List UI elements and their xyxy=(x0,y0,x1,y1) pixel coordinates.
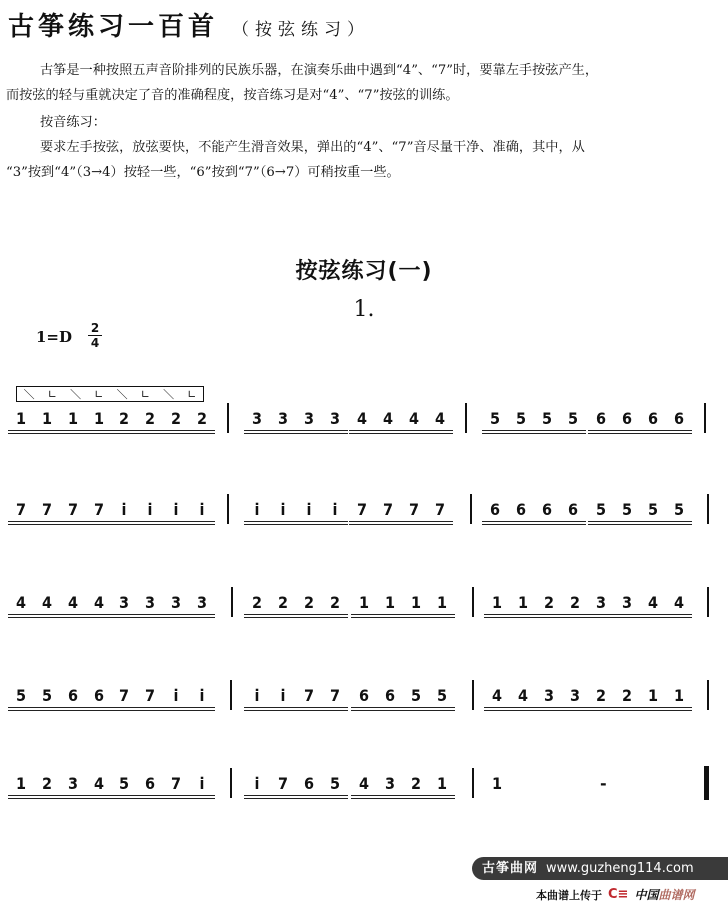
instructions-line-2: “3”按到“4”（3→4）按轻一些，“6”按到“7”（6→7）可稍按重一些。 xyxy=(6,165,400,180)
stroke-out-icon: ＼ xyxy=(23,388,35,401)
site-url[interactable]: www.guzheng114.com xyxy=(546,861,694,876)
barline xyxy=(472,768,474,798)
beat-group xyxy=(111,686,215,705)
note: 3 xyxy=(621,593,632,612)
note: 1 xyxy=(517,593,528,612)
note: 7 xyxy=(434,500,445,519)
underline xyxy=(111,614,215,618)
time-signature xyxy=(88,322,102,349)
subtitle: （按弦练习） xyxy=(232,20,371,40)
note: i̇ xyxy=(199,686,205,705)
underline xyxy=(8,430,112,434)
note: 2 xyxy=(303,593,314,612)
note: i̇ xyxy=(121,500,127,519)
instructions-heading: 按音练习： xyxy=(40,115,106,130)
barline xyxy=(472,587,474,617)
note: 7 xyxy=(303,686,314,705)
page-title xyxy=(8,6,370,43)
note: 4 xyxy=(15,593,26,612)
intro-line-2: 而按弦的轻与重就决定了音的准确程度，按音练习是对“4”、“7”按弦的训练。 xyxy=(6,88,459,103)
score-line-2 xyxy=(0,500,728,540)
note: 4 xyxy=(356,409,367,428)
stroke-out-icon: ＼ xyxy=(70,388,82,401)
time-sig-top: 2 xyxy=(90,321,100,335)
exercise-number: 1. xyxy=(353,297,375,322)
score-line-1 xyxy=(0,409,728,449)
note: 2 xyxy=(329,593,340,612)
note: 4 xyxy=(647,593,658,612)
note: 2 xyxy=(410,774,421,793)
note: 6 xyxy=(93,686,104,705)
note: 1 xyxy=(93,409,104,428)
underline xyxy=(484,707,588,711)
note: 3 xyxy=(196,593,207,612)
final-barline xyxy=(704,766,709,800)
instructions-line-1: 要求左手按弦，放弦要快，不能产生滑音效果，弹出的“4”、“7”音尽量干净、准确，其中，从 xyxy=(40,140,585,155)
instructions-paragraph xyxy=(0,110,728,185)
note: 6 xyxy=(541,500,552,519)
note: 5 xyxy=(673,500,684,519)
beat-group xyxy=(351,686,455,705)
beat-group xyxy=(244,686,348,705)
underline xyxy=(588,707,692,711)
underline xyxy=(8,614,112,618)
intro-paragraph xyxy=(0,58,728,108)
note: 1 xyxy=(647,686,658,705)
beat-group xyxy=(111,774,215,793)
note: i̇ xyxy=(173,500,179,519)
note: 2 xyxy=(277,593,288,612)
barline xyxy=(704,403,706,433)
note: i̇ xyxy=(280,686,286,705)
note: 1 xyxy=(436,593,447,612)
beat-group xyxy=(588,500,692,519)
note: 1 xyxy=(15,409,26,428)
barline xyxy=(230,768,232,798)
note: 5 xyxy=(621,500,632,519)
note: 5 xyxy=(15,686,26,705)
note: i̇ xyxy=(332,500,338,519)
beat-group xyxy=(244,409,348,428)
beat-group xyxy=(588,409,692,428)
barline xyxy=(707,494,709,524)
underline xyxy=(111,430,215,434)
note: 1 xyxy=(491,774,502,793)
note: 4 xyxy=(673,593,684,612)
upload-text: 本曲谱上传于 xyxy=(536,888,602,902)
underline xyxy=(351,795,455,799)
note: i̇ xyxy=(306,500,312,519)
note: 7 xyxy=(67,500,78,519)
beat-group xyxy=(8,774,112,793)
note: 2 xyxy=(144,409,155,428)
note: 4 xyxy=(517,686,528,705)
note: 2 xyxy=(595,686,606,705)
barline xyxy=(227,494,229,524)
note: 4 xyxy=(93,774,104,793)
beat-group xyxy=(484,686,588,705)
score-line-5 xyxy=(0,774,728,814)
site-name: 古筝曲网 xyxy=(482,861,539,876)
barline xyxy=(227,403,229,433)
note: 3 xyxy=(118,593,129,612)
main-title: 古筝练习一百首 xyxy=(8,12,219,42)
barline xyxy=(465,403,467,433)
note: 2 xyxy=(543,593,554,612)
note: 3 xyxy=(144,593,155,612)
note: 6 xyxy=(673,409,684,428)
note: 3 xyxy=(543,686,554,705)
beat-group xyxy=(244,500,348,519)
underline xyxy=(482,430,586,434)
note: 6 xyxy=(489,500,500,519)
beat-group xyxy=(8,686,112,705)
note: 4 xyxy=(358,774,369,793)
barline xyxy=(231,587,233,617)
underline xyxy=(244,430,348,434)
note: 3 xyxy=(277,409,288,428)
beat-group xyxy=(588,686,692,705)
note: 1 xyxy=(491,593,502,612)
note: 7 xyxy=(382,500,393,519)
score-line-3 xyxy=(0,593,728,633)
barline xyxy=(472,680,474,710)
note: 7 xyxy=(408,500,419,519)
underline xyxy=(351,707,455,711)
note: 2 xyxy=(118,409,129,428)
underline xyxy=(244,707,348,711)
beat-group xyxy=(349,500,453,519)
stroke-out-icon: ＼ xyxy=(116,388,128,401)
note: 1 xyxy=(384,593,395,612)
beat-group xyxy=(244,593,348,612)
underline xyxy=(588,614,692,618)
key-signature: 1=D xyxy=(36,328,73,346)
beat-group xyxy=(111,593,215,612)
note: 2 xyxy=(251,593,262,612)
note: 2 xyxy=(170,409,181,428)
fingering-box xyxy=(16,386,204,402)
note: 1 xyxy=(41,409,52,428)
underline xyxy=(351,614,455,618)
note: 6 xyxy=(67,686,78,705)
note: 1 xyxy=(358,593,369,612)
beat-group xyxy=(8,593,112,612)
note: i̇ xyxy=(280,500,286,519)
underline xyxy=(111,521,215,525)
note: 5 xyxy=(118,774,129,793)
note: 2 xyxy=(41,774,52,793)
beat-group xyxy=(244,774,348,793)
note: 7 xyxy=(15,500,26,519)
stroke-out-icon: ＼ xyxy=(163,388,175,401)
logo-text-accent: 曲谱网 xyxy=(658,888,695,902)
note: 5 xyxy=(595,500,606,519)
note: 5 xyxy=(647,500,658,519)
note: 7 xyxy=(356,500,367,519)
underline xyxy=(349,521,453,525)
note: 4 xyxy=(491,686,502,705)
note: 5 xyxy=(515,409,526,428)
underline xyxy=(8,521,112,525)
barline xyxy=(707,587,709,617)
note: 6 xyxy=(358,686,369,705)
beat-group xyxy=(484,593,588,612)
site-banner[interactable] xyxy=(472,857,728,880)
stroke-in-icon: ∟ xyxy=(47,387,57,401)
note: 7 xyxy=(170,774,181,793)
time-sig-bottom: 4 xyxy=(90,336,100,350)
barline xyxy=(470,494,472,524)
note: 5 xyxy=(541,409,552,428)
note: 7 xyxy=(277,774,288,793)
underline xyxy=(111,707,215,711)
underline xyxy=(244,521,348,525)
beat-group xyxy=(111,409,215,428)
note: i̇ xyxy=(199,500,205,519)
note: i̇ xyxy=(173,686,179,705)
note: 7 xyxy=(144,686,155,705)
note: i̇ xyxy=(199,774,205,793)
note: 1 xyxy=(410,593,421,612)
underline xyxy=(244,795,348,799)
stroke-in-icon: ∟ xyxy=(140,387,150,401)
note: 4 xyxy=(67,593,78,612)
note: 7 xyxy=(329,686,340,705)
beat-group xyxy=(351,774,455,793)
barline xyxy=(707,680,709,710)
sustain-dash: - xyxy=(600,774,607,793)
logo-text-main: 中国 xyxy=(634,888,659,902)
note: 4 xyxy=(408,409,419,428)
underline xyxy=(588,430,692,434)
underline xyxy=(111,795,215,799)
note: 1 xyxy=(436,774,447,793)
note: 3 xyxy=(569,686,580,705)
note: 6 xyxy=(144,774,155,793)
underline xyxy=(588,521,692,525)
beat-group xyxy=(349,409,453,428)
note: 5 xyxy=(567,409,578,428)
upload-credit xyxy=(536,886,694,903)
note: 3 xyxy=(595,593,606,612)
note: 3 xyxy=(329,409,340,428)
section-title: 按弦练习(一) xyxy=(295,259,433,284)
note: 4 xyxy=(93,593,104,612)
note: 5 xyxy=(410,686,421,705)
note: 5 xyxy=(329,774,340,793)
note: 3 xyxy=(170,593,181,612)
note: 3 xyxy=(303,409,314,428)
beat-group xyxy=(8,500,112,519)
beat-group xyxy=(111,500,215,519)
note: 6 xyxy=(595,409,606,428)
underline xyxy=(482,521,586,525)
note: 3 xyxy=(251,409,262,428)
note: 7 xyxy=(93,500,104,519)
score-line-4 xyxy=(0,686,728,726)
note: 3 xyxy=(384,774,395,793)
underline xyxy=(349,430,453,434)
note: 6 xyxy=(303,774,314,793)
barline xyxy=(230,680,232,710)
note: 3 xyxy=(67,774,78,793)
note: 7 xyxy=(118,686,129,705)
intro-line-1: 古筝是一种按照五声音阶排列的民族乐器，在演奏乐曲中遇到“4”、“7”时，要靠左手按弦产生， xyxy=(40,63,599,78)
underline xyxy=(8,795,112,799)
stroke-in-icon: ∟ xyxy=(94,387,104,401)
beat-group xyxy=(351,593,455,612)
note: 6 xyxy=(647,409,658,428)
note: i̇ xyxy=(254,774,260,793)
note: i̇ xyxy=(147,500,153,519)
final-note-group xyxy=(484,774,510,793)
note: 5 xyxy=(489,409,500,428)
note: 2 xyxy=(621,686,632,705)
underline xyxy=(244,614,348,618)
beat-group xyxy=(588,593,692,612)
note: 4 xyxy=(382,409,393,428)
note: 6 xyxy=(515,500,526,519)
note: i̇ xyxy=(254,686,260,705)
beat-group xyxy=(482,409,586,428)
note: i̇ xyxy=(254,500,260,519)
stroke-in-icon: ∟ xyxy=(187,387,197,401)
note: 2 xyxy=(196,409,207,428)
note: 1 xyxy=(15,774,26,793)
note: 4 xyxy=(41,593,52,612)
note: 5 xyxy=(41,686,52,705)
underline xyxy=(484,614,588,618)
beat-group xyxy=(482,500,586,519)
qupu-logo-icon: C≡ xyxy=(608,887,629,902)
note: 6 xyxy=(567,500,578,519)
note: 6 xyxy=(384,686,395,705)
underline xyxy=(8,707,112,711)
note: 2 xyxy=(569,593,580,612)
note: 4 xyxy=(434,409,445,428)
note: 7 xyxy=(41,500,52,519)
note: 5 xyxy=(436,686,447,705)
note: 6 xyxy=(621,409,632,428)
note: 1 xyxy=(673,686,684,705)
note: 1 xyxy=(67,409,78,428)
beat-group xyxy=(8,409,112,428)
